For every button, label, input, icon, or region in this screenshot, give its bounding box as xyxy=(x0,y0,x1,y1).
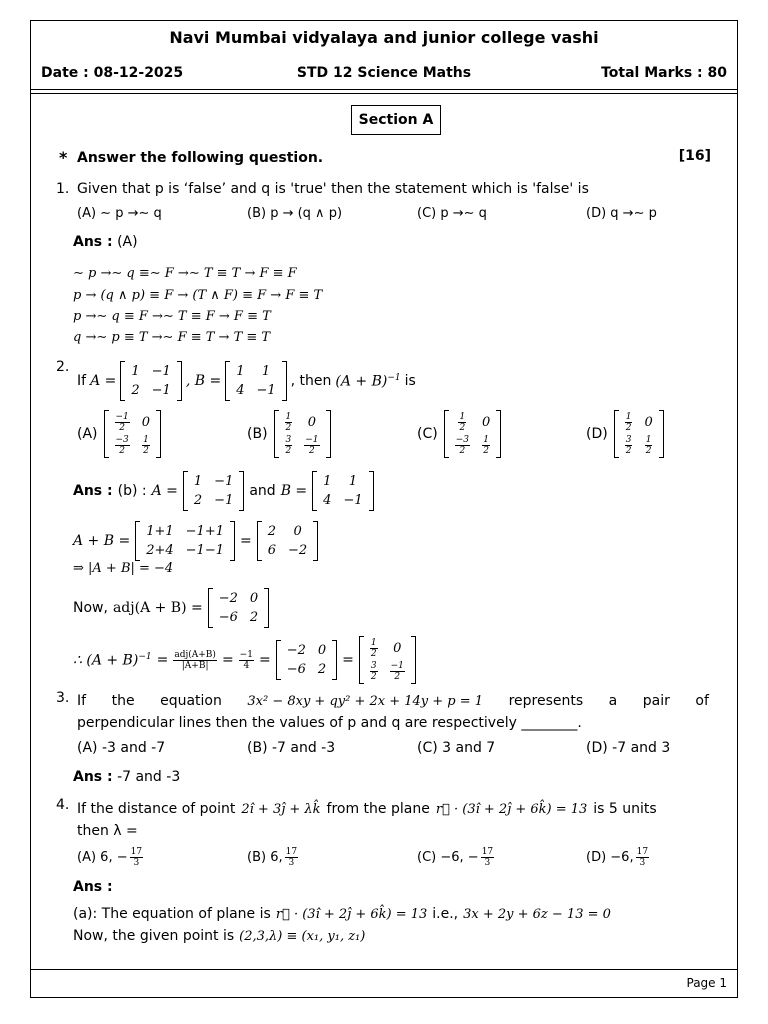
q2-sum-expression-matrix xyxy=(135,521,235,561)
q4-option-b: (B) 6, xyxy=(247,850,283,865)
q1-option-c: (C) p →∼ q xyxy=(417,206,487,221)
q3-word: If xyxy=(77,693,87,709)
q4-text-c: is 5 units xyxy=(593,801,657,817)
q2-is: is xyxy=(404,373,416,389)
exam-date: Date : 08-12-2025 xyxy=(41,65,184,81)
matrix-cell: 1 xyxy=(236,364,245,379)
matrix-cell: −1+1 xyxy=(185,524,224,539)
q3-answer-value: -7 and -3 xyxy=(117,769,181,785)
q2-inverse-exponent: −1 xyxy=(387,372,401,383)
matrix-a xyxy=(120,361,181,401)
q2-option-b-label: (B) xyxy=(247,426,268,442)
q2-therefore: ∴ (A + B) xyxy=(73,652,139,669)
q4-option-c-numerator: 17 xyxy=(481,847,494,857)
q3-answer-label: Ans : xyxy=(73,769,113,785)
q2-adj-label: adj(A + B) = xyxy=(112,600,203,616)
q1-text: Given that p is ‘false’ and q is 'true' then the statement which is 'false' is xyxy=(77,181,589,197)
section-marks: [16] xyxy=(678,148,711,164)
q3-word: a xyxy=(608,693,618,709)
matrix-cell: 0 xyxy=(481,415,491,430)
matrix-cell: 0 xyxy=(393,641,402,656)
matrix-cell: $\frac{1}{2}$ xyxy=(285,412,292,433)
header-rule-top xyxy=(31,89,737,90)
q1-answer-label: Ans : xyxy=(73,234,113,250)
matrix-cell: 0 xyxy=(141,415,151,430)
q2-option-d-matrix xyxy=(614,410,664,458)
q4-text-a: If the distance of point xyxy=(77,801,236,817)
q3-word: pair xyxy=(642,693,670,709)
q3-option-c: (C) 3 and 7 xyxy=(417,740,496,756)
q4-answer-label: Ans : xyxy=(73,879,113,895)
matrix-cell: −1 xyxy=(151,364,171,379)
matrix-cell: 4 xyxy=(323,493,332,508)
q4-solution-point: (2,3,λ) ≡ (x₁, y₁, z₁) xyxy=(239,929,366,944)
q3-word: of xyxy=(695,693,709,709)
q3-word: the xyxy=(111,693,135,709)
matrix-cell: −6 xyxy=(286,662,306,677)
q2-equals-2: = xyxy=(221,652,234,668)
q2-scalar-denominator: 4 xyxy=(243,660,250,671)
q2-adj-matrix-repeat xyxy=(276,640,337,680)
q2-scalar-numerator: −1 xyxy=(239,649,253,660)
matrix-cell: $\frac{-1}{2}$ xyxy=(390,661,404,682)
matrix-cell: $\frac{1}{2}$ xyxy=(483,435,489,456)
matrix-cell: $\frac{-3}{2}$ xyxy=(455,435,469,456)
instruction-text: Answer the following question. xyxy=(77,150,324,166)
matrix-cell: 2+4 xyxy=(146,543,174,558)
q4-option-d-numerator: 17 xyxy=(636,847,649,857)
matrix-cell: −1 xyxy=(256,383,276,398)
matrix-cell: 1 xyxy=(193,474,203,489)
q3-word: represents xyxy=(508,693,584,709)
matrix-cell: −2 xyxy=(286,643,306,658)
q2-number: 2. xyxy=(56,359,70,375)
q4-option-b-denominator: 3 xyxy=(288,858,295,868)
matrix-cell: 2 xyxy=(317,662,327,677)
q2-ans-matrix-b xyxy=(312,471,373,511)
q2-ans-matrix-a xyxy=(183,471,244,511)
matrix-cell: 0 xyxy=(249,591,259,606)
q1-number: 1. xyxy=(56,181,70,197)
q2-ans-a-eq: A = xyxy=(151,483,178,499)
matrix-cell: 6 xyxy=(267,543,276,558)
q4-option-d: (D) −6, xyxy=(586,850,634,865)
q2-option-d-label: (D) xyxy=(586,426,608,442)
q4-solution-1a: (a): The equation of plane is xyxy=(73,906,271,922)
q4-text-line-2: then λ = xyxy=(77,823,138,839)
matrix-cell: 2 xyxy=(267,524,276,539)
matrix-cell: 2 xyxy=(131,383,140,398)
matrix-cell: $\frac{1}{2}$ xyxy=(459,412,466,433)
q2-equals: = xyxy=(156,652,169,668)
matrix-cell: $\frac{-1}{2}$ xyxy=(305,435,319,456)
q2-option-a-matrix xyxy=(104,410,162,458)
matrix-cell: −6 xyxy=(218,610,238,625)
q2-adj-fraction-numerator: adj(A+B) xyxy=(174,649,216,660)
matrix-cell: 1 xyxy=(261,364,271,379)
q3-number: 3. xyxy=(56,690,70,706)
matrix-cell: $\frac{-3}{2}$ xyxy=(115,435,129,456)
matrix-cell: 0 xyxy=(307,415,317,430)
matrix-cell: −1−1 xyxy=(185,543,224,558)
total-marks: Total Marks : 80 xyxy=(601,65,727,81)
q2-then: , then xyxy=(290,373,332,389)
q2-result-matrix xyxy=(359,636,416,684)
q3-option-b: (B) -7 and -3 xyxy=(247,740,336,756)
q1-option-a: (A) ∼ p →∼ q xyxy=(77,206,162,221)
exam-class: STD 12 Science Maths xyxy=(296,65,472,81)
q4-option-c-denominator: 3 xyxy=(484,858,491,868)
matrix-cell: −1 xyxy=(343,493,363,508)
matrix-cell: $\frac{1}{2}$ xyxy=(143,435,149,456)
page-frame: Navi Mumbai vidyalaya and junior college vashi Date : 08-12-2025 STD 12 Science Maths Total Marks : 80 Section A * Answer the following question. [16] 1. Given that p is ‘false’ and q is 'true' then the statement which is 'false' is (A) ∼ p →∼ q (B) p → (q ∧ p) (C) p →∼ q (D) q →∼ p Ans : (A) ∼ p →∼ q ≡∼ F →∼ T ≡ T → F ≡ F p → (q ∧ p) ≡ F → (T ∧ F) ≡ F → F ≡ T p →∼ q ≡ F →∼ T ≡ F → F ≡ T q →∼ p ≡ T →∼ F ≡ T → T ≡ T 2. If A = 1 −1 2 −1 , B = 1 1 4 −1 , then $(A + B)^{-1}$ is (A) $\frac{-1}{2}$ 0 $\frac{-3}{2}$ $\frac{1}{2}$ (B) $\frac{1}{2}$ 0 $\frac{3}{2}$ $\frac{-1}{2}$ (C) $\frac{1}{2}$ 0 $\frac{-3}{2}$ $\frac{1}{2}$ (D) $\frac{1}{2}$ 0 $\frac{3}{2}$ $\frac{1}{2}$ Ans : (b) : A = 1 −1 2 −1 and B = 1 1 4 −1 A + B = 1+1 −1+1 2+4 −1−1 = 2 0 6 −2 ⇒ |A + B| = −4 Now, adj(A + B) = −2 0 −6 2 ∴ $(A + B)^{-1}$ = $\frac{\text{adj(A+B)}}{|A+B|}$ = $\frac{-1}{4}$ = −2 0 −6 2 = $\frac{1}{2}$ 0 $\frac{3}{2}$ $\frac{-1}{2}$ 3. If the equation 3x² − 8xy + qy² + 2x + 14y + p = 1 represents a pair of perpendicular lines then the values of p and q are respectively ________. (A) -3 and -7 (B) -7 and -3 (C) 3 and 7 (D) -7 and 3 Ans : -7 and -3 4. If the distance of point 2î + 3ĵ + λk̂ from the plane r⃗ · (3î + 2ĵ + 6k̂) = 13 is 5 units then λ = (A) 6, − $\frac{17}{3}$ (B) 6, $\frac{17}{3}$ (C) −6, − $\frac{17}{3}$ (D) −6, $\frac{17}{3}$ Ans : (a): The equation of plane is r⃗ · (3î + 2ĵ + 6k̂) = 13 i.e., 3x + 2y + 6z − 13 = 0 Now, the given point is (2,3,λ) ≡ (x₁, y₁, z₁) Page 1 xyxy=(30,20,738,998)
q3-text-line-2: perpendicular lines then the values of p and q are respectively ________. xyxy=(77,715,582,731)
q3-equation: 3x² − 8xy + qy² + 2x + 14y + p = 1 xyxy=(247,694,484,709)
q2-inverse: (A + B) xyxy=(335,373,388,390)
matrix-cell: $\frac{3}{2}$ xyxy=(285,435,292,456)
q2-now: Now, xyxy=(73,600,108,616)
q1-option-b: (B) p → (q ∧ p) xyxy=(247,206,343,221)
q4-solution-2a: Now, the given point is xyxy=(73,928,235,944)
q4-option-c: (C) −6, − xyxy=(417,850,479,865)
q1-work-line: p →∼ q ≡ F →∼ T ≡ F → F ≡ T xyxy=(73,309,271,324)
matrix-cell: $\frac{-1}{2}$ xyxy=(115,412,129,433)
q2-ans-b-eq: B = xyxy=(280,483,308,499)
q1-option-d: (D) q →∼ p xyxy=(586,206,657,221)
q2-option-c-matrix xyxy=(444,410,502,458)
matrix-cell: $\frac{3}{2}$ xyxy=(370,661,377,682)
matrix-cell: −2 xyxy=(218,591,238,606)
footer-rule xyxy=(31,969,737,970)
q4-option-a: (A) 6, − xyxy=(77,850,128,865)
q2-option-c-label: (C) xyxy=(417,426,438,442)
matrix-cell: 0 xyxy=(644,415,653,430)
q2-answer-label: Ans : xyxy=(73,483,113,499)
q4-solution-cartesian: 3x + 2y + 6z − 13 = 0 xyxy=(463,907,611,922)
instruction-star: * xyxy=(59,148,68,167)
matrix-cell: 1+1 xyxy=(146,524,174,539)
q4-text-b: from the plane xyxy=(326,801,430,817)
q3-option-d: (D) -7 and 3 xyxy=(586,740,671,756)
q2-determinant: ⇒ |A + B| = −4 xyxy=(73,561,174,576)
matrix-cell: $\frac{1}{2}$ xyxy=(370,638,377,659)
matrix-cell: 4 xyxy=(236,383,245,398)
q4-solution-ie: i.e., xyxy=(432,906,459,922)
q4-option-b-numerator: 17 xyxy=(285,847,298,857)
matrix-cell: $\frac{1}{2}$ xyxy=(645,435,652,456)
matrix-cell: 2 xyxy=(193,493,203,508)
matrix-cell: 0 xyxy=(317,643,327,658)
matrix-cell: 1 xyxy=(348,474,358,489)
q1-work-line: p → (q ∧ p) ≡ F → (T ∧ F) ≡ F → F ≡ T xyxy=(73,288,323,303)
q3-word: equation xyxy=(160,693,222,709)
q4-solution-plane: r⃗ · (3î + 2ĵ + 6k̂) = 13 xyxy=(275,907,428,922)
q4-number: 4. xyxy=(56,797,70,813)
q2-option-a-label: (A) xyxy=(77,426,98,442)
q2-b-eq: , B = xyxy=(185,373,222,389)
q4-option-a-denominator: 3 xyxy=(133,858,140,868)
matrix-b xyxy=(225,361,286,401)
header-rule-bottom xyxy=(31,93,737,94)
q4-option-a-numerator: 17 xyxy=(130,847,143,857)
q2-sum-result-matrix xyxy=(257,521,318,561)
matrix-cell: −1 xyxy=(214,493,234,508)
q2-and: and xyxy=(249,483,276,499)
q2-sum-label: A + B = xyxy=(73,533,131,549)
matrix-cell: 1 xyxy=(131,364,140,379)
matrix-cell: 0 xyxy=(293,524,302,539)
q2-answer-value: (b) : xyxy=(117,483,147,499)
section-title: Section A xyxy=(351,105,441,135)
matrix-cell: −1 xyxy=(214,474,234,489)
q2-adj-fraction-denominator: |A+B| xyxy=(181,660,209,671)
school-name: Navi Mumbai vidyalaya and junior college vashi xyxy=(169,28,599,47)
page-number: Page 1 xyxy=(686,976,727,990)
matrix-cell: −1 xyxy=(151,383,171,398)
matrix-cell: $\frac{3}{2}$ xyxy=(625,435,632,456)
q4-plane: r⃗ · (3î + 2ĵ + 6k̂) = 13 xyxy=(435,802,588,817)
q4-point: 2î + 3ĵ + λk̂ xyxy=(241,802,321,817)
matrix-cell: 1 xyxy=(323,474,332,489)
q2-adj-matrix xyxy=(208,588,269,628)
q1-work-line: ∼ p →∼ q ≡∼ F →∼ T ≡ T → F ≡ F xyxy=(73,266,297,281)
q2-if: If xyxy=(77,373,87,389)
q2-a-eq: A = xyxy=(90,373,117,389)
q4-option-d-denominator: 3 xyxy=(639,858,646,868)
matrix-cell: −2 xyxy=(288,543,308,558)
q2-therefore-exponent: −1 xyxy=(138,651,152,662)
q2-option-b-matrix xyxy=(274,410,331,458)
q1-work-line: q →∼ p ≡ T →∼ F ≡ T → T ≡ T xyxy=(73,330,271,345)
matrix-cell: 2 xyxy=(249,610,259,625)
matrix-cell: $\frac{1}{2}$ xyxy=(625,412,632,433)
q3-option-a: (A) -3 and -7 xyxy=(77,740,166,756)
q1-answer-value: (A) xyxy=(117,234,138,250)
